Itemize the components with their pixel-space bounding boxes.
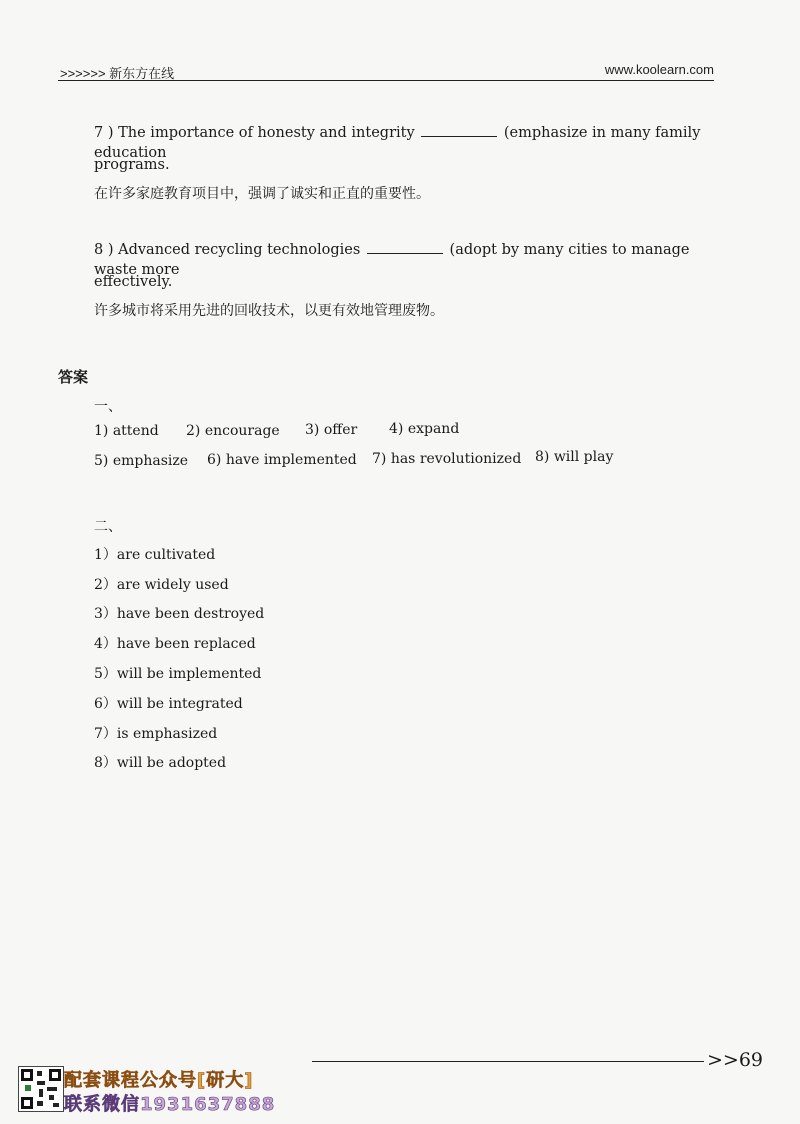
- footer-divider: [312, 1061, 704, 1062]
- exercise-text-after: (emphasize in many family education: [94, 125, 701, 161]
- exercise-number: 7 ): [94, 125, 114, 141]
- answer-item: 6) have implemented: [207, 452, 357, 468]
- list-item: 1）are cultivated: [94, 547, 216, 563]
- answer-item: 2) encourage: [186, 423, 280, 439]
- list-item: 5）will be implemented: [94, 666, 262, 682]
- exercise-text-after: (adopt by many cities to manage waste more: [94, 242, 690, 278]
- exercise-text-before: Advanced recycling technologies: [118, 242, 361, 258]
- answers-heading: 答案: [58, 368, 89, 386]
- list-item: 8）will be adopted: [94, 755, 227, 771]
- exercise-8-sentence: [94, 240, 714, 280]
- list-item: 2）are widely used: [94, 577, 229, 593]
- list-item: 3）have been destroyed: [94, 606, 265, 622]
- answer-item: 1) attend: [94, 423, 159, 439]
- answer-item: 8) will play: [535, 449, 614, 465]
- promo-line-2: 联系微信1931637888: [64, 1094, 276, 1115]
- answer-blank: [367, 241, 443, 254]
- exercise-8-translation: 许多城市将采用先进的回收技术，以更有效地管理废物。: [94, 303, 444, 319]
- list-item: 4）have been replaced: [94, 636, 256, 652]
- answer-blank: [421, 124, 497, 137]
- exercise-7-sentence: [94, 123, 714, 163]
- answer-item: 7) has revolutionized: [372, 451, 522, 467]
- exercise-8-continuation: effectively.: [94, 274, 173, 290]
- exercise-7-translation: 在许多家庭教育项目中，强调了诚实和正直的重要性。: [94, 186, 430, 202]
- answer-item: 5) emphasize: [94, 453, 189, 469]
- section-2-label: 二、: [94, 519, 122, 535]
- exercise-text-before: The importance of honesty and integrity: [118, 125, 415, 141]
- header-brand: >>>>>> 新东方在线: [60, 66, 175, 81]
- list-item: 6）will be integrated: [94, 696, 243, 712]
- exercise-number: 8 ): [94, 242, 114, 258]
- exercise-7-continuation: programs.: [94, 157, 170, 173]
- answer-item: 4) expand: [389, 421, 460, 437]
- section-1-label: 一、: [94, 399, 122, 415]
- answer-item: 3) offer: [305, 422, 358, 438]
- header-website: www.koolearn.com: [604, 62, 714, 77]
- list-item: 7）is emphasized: [94, 726, 218, 742]
- qr-code-icon: [18, 1066, 64, 1112]
- page-number: >>69: [707, 1049, 764, 1071]
- promo-line-1: 配套课程公众号[研大]: [64, 1070, 254, 1091]
- header-divider: [58, 80, 714, 81]
